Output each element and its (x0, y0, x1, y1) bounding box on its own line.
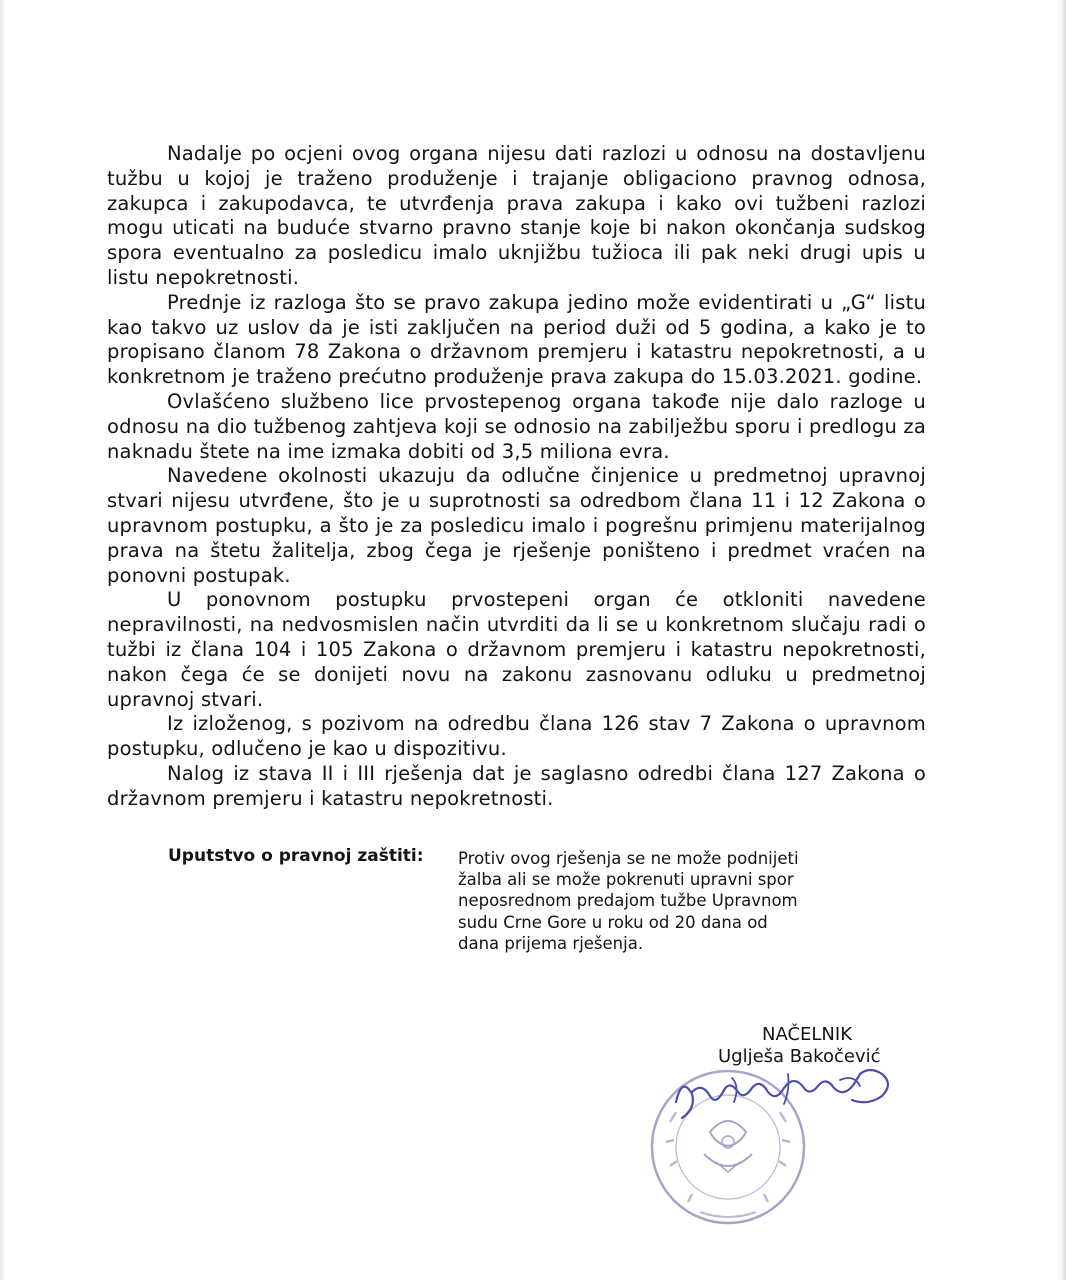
paragraph-7: Nalog iz stava II i III rješenja dat je saglasno odredbi člana 127 Zakona o državnom premjeru i katastru nepokretnosti. (107, 761, 926, 810)
paragraph-3: Ovlašćeno službeno lice prvostepenog organa takođe nije dalo razloge u odnosu na dio tužbenog zahtjeva koji se odnosio na zabilježbu sporu i predlogu za naknadu štete na ime izmaka dobiti od 3,5 miliona evra. (107, 389, 926, 463)
paragraph-1: Nadalje po ocjeni ovog organa nijesu dati razlozi u odnosu na dostavljenu tužbu u kojoj je traženo produženje i trajanje obligaciono pravnog odnosa, zakupca i zakupodavca, te utvrđenja prava zakupa i kako ovi tužbeni razlozi mogu uticati na buduće stvarno pravno stanje koje bi nakon okončanja sudskog spora eventualno za posledicu imalo uknjižbu tužioca ili pak neki drugi upis u listu nepokretnosti. (107, 142, 926, 289)
paragraph-2: Prednje iz razloga što se pravo zakupa jedino može evidentirati u „G“ listu kao takvo uz uslov da je isti zaključen na period duži od 5 godina, a kako je to propisano članom 78 Zakona o državnom premjeru i katastru nepokretnosti, a u konkretnom je traženo prećutno produženje prava zakupa do 15.03.2021. godine. (107, 290, 926, 389)
page-left-edge (0, 0, 6, 1280)
paragraph-4: Navedene okolnosti ukazuju da odlučne činjenice u predmetnoj upravnoj stvari nijesu utvrđene, što je u suprotnosti sa odredbom člana 11 i 12 Zakona o upravnom postupku, a što je za posledicu imalo i pogrešnu primjenu materijalnog prava na štetu žalitelja, zbog čega je rješenje poništeno i predmet vraćen na ponovni postupak. (107, 464, 926, 587)
legal-instruction-label: Uputstvo o pravnoj zaštiti: (168, 846, 424, 866)
page-right-edge (1056, 0, 1066, 1280)
signatory-name: Uglješa Bakočević (718, 1046, 881, 1067)
signatory-title: NAČELNIK (762, 1024, 853, 1045)
legal-instruction-text: Protiv ovog rješenja se ne može podnijeti žalba ali se može pokrenuti upravni spor neposrednom predajom tužbe Upravnom sudu Crne Gore u roku od 20 dana od dana prijema rješenja. (458, 849, 799, 953)
paragraph-6: Iz izloženog, s pozivom na odredbu člana 126 stav 7 Zakona o upravnom postupku, odlučeno je kao u dispozitivu. (107, 712, 926, 761)
paragraph-5: U ponovnom postupku prvostepeni organ će otkloniti navedene nepravilnosti, na nedvosmislen način utvrditi da li se u konkretnom slučaju radi o tužbi iz člana 104 i 105 Zakona o državnom premjeru i katastru nepokretnosti, nakon čega će se donijeti novu na zakonu zasnovanu odluku u predmetnoj upravnoj stvari. (107, 588, 926, 711)
official-stamp-and-signature (640, 1062, 940, 1232)
document-body (107, 142, 926, 812)
